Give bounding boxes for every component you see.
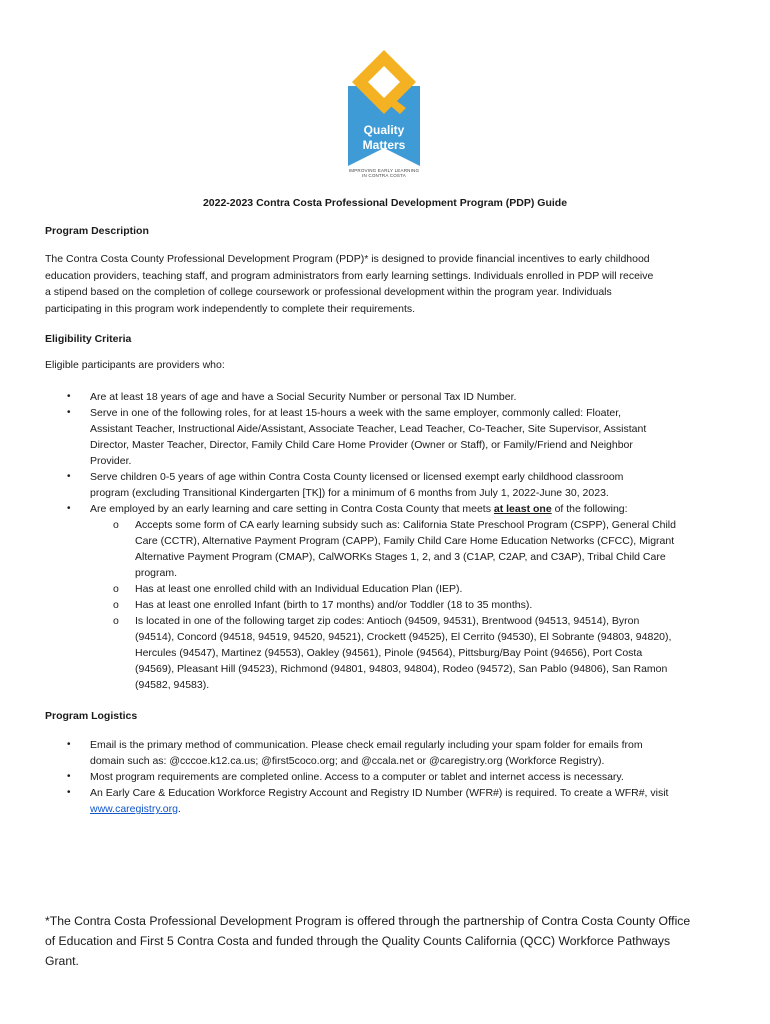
bullet: • — [67, 471, 71, 482]
quality-matters-logo — [346, 48, 422, 180]
logistics-heading: Program Logistics — [45, 710, 138, 722]
list-item-line: program (excluding Transitional Kindergarten [TK]) for a minimum of 6 months from July 1, 2022-June 30, 2023. — [90, 487, 609, 499]
document-title: 2022-2023 Contra Costa Professional Development Program (PDP) Guide — [202, 197, 568, 209]
sublist-item-line: Care (CCTR), Alternative Payment Program (CAPP), Family Child Care Home Education Networks (CFCC), Migrant — [135, 535, 675, 547]
eligibility-list — [45, 389, 725, 693]
footnote-line: Grant. — [45, 954, 79, 968]
list-item-line — [90, 801, 725, 817]
sub-bullet: o — [113, 599, 119, 611]
list-item-line: Serve children 0-5 years of age within Contra Costa County licensed or licensed exempt early childhood classroom — [90, 471, 624, 483]
employer-item-text-end: of the following: — [551, 503, 628, 515]
sublist-item-line: Alternative Payment Program (CMAP), CalWORKs Stages 1, 2, and 3 (C1AP, C2AP, and C3AP), Tribal Child Care — [135, 551, 666, 563]
sublist-item-line: (94582, 94583). — [135, 679, 210, 691]
sublist-item-line: Is located in one of the following target zip codes: Antioch (94509, 94531), Brentwood (94513, 94514), Byron — [135, 615, 640, 627]
list-item-line: domain such as: @cccoe.k12.ca.us; @first5coco.org; and @ccala.net or @caregistry.org (Workforce Registry). — [90, 755, 605, 767]
list-item — [45, 501, 725, 693]
logo-tagline-line1: IMPROVING EARLY LEARNING — [348, 168, 420, 173]
sublist-item — [90, 597, 725, 613]
list-item-line: Director, Master Teacher, Director, Family Child Care Home Provider (Owner or Staff), or Family/Friend and Neighbor — [90, 439, 633, 451]
sublist-item — [90, 517, 725, 581]
list-item-line: An Early Care & Education Workforce Registry Account and Registry ID Number (WFR#) is required. To create a WFR#, visit — [90, 787, 669, 799]
sub-bullet: o — [113, 519, 119, 531]
logo-line1: Quality — [363, 123, 405, 137]
list-item-line — [90, 501, 725, 517]
bullet: • — [67, 787, 71, 798]
list-item — [45, 785, 725, 817]
list-item-line: Email is the primary method of communication. Please check email regularly including your spam folder for emails from — [90, 739, 643, 751]
bullet: • — [67, 503, 71, 514]
footnote-line: *The Contra Costa Professional Development Program is offered through the partnership of Contra Costa County Office — [45, 914, 691, 928]
caregistry-link[interactable]: www.caregistry.org — [90, 803, 178, 815]
logo-tagline — [346, 168, 422, 178]
sublist-item — [90, 581, 725, 597]
bullet: • — [67, 407, 71, 418]
list-item-line: Are at least 18 years of age and have a Social Security Number or personal Tax ID Number. — [90, 391, 517, 403]
logistics-list — [45, 737, 725, 817]
list-item-line: Most program requirements are completed online. Access to a computer or tablet and internet access is necessary. — [90, 771, 624, 783]
link-trailing-period: . — [177, 803, 181, 815]
sub-bullet: o — [113, 615, 119, 627]
description-line: The Contra Costa County Professional Development Program (PDP)* is designed to provide financial incentives to early childhood — [45, 253, 650, 265]
list-item — [45, 389, 725, 405]
footnote-line: of Education and First 5 Contra Costa and funded through the Quality Counts California (QCC) Workforce Pathways — [45, 934, 671, 948]
sublist-item-line: program. — [135, 567, 178, 579]
list-item — [45, 405, 725, 469]
logo-line2: Matters — [362, 138, 406, 152]
logo-emblem — [346, 48, 422, 166]
sublist-item-line: (94569), Pleasant Hill (94523), Richmond (94801, 94803, 94804), Rodeo (94572), San Pablo (94806), San Ramon — [135, 663, 668, 675]
list-item-line: Provider. — [90, 455, 132, 467]
program-description-paragraph — [45, 251, 725, 317]
bullet: • — [67, 739, 71, 750]
bullet: • — [67, 391, 71, 402]
program-description-heading: Program Description — [45, 225, 149, 237]
list-item-line: Assistant Teacher, Instructional Aide/Assistant, Associate Teacher, Lead Teacher, Co-Teacher, Site Supervisor, Assistant — [90, 423, 647, 435]
list-item — [45, 737, 725, 769]
sublist-item-line: Has at least one enrolled child with an Individual Education Plan (IEP). — [135, 583, 463, 595]
description-line: a stipend based on the completion of college coursework or professional development within the program year. Individuals — [45, 286, 612, 298]
sublist-item — [90, 613, 725, 693]
description-line: participating in this program work independently to complete their requirements. — [45, 302, 416, 315]
employer-item-text: Are employed by an early learning and care setting in Contra Costa County that meets — [90, 503, 494, 515]
sublist-item-line: Hercules (94547), Martinez (94553), Oakley (94561), Pinole (94564), Pittsburg/Bay Point (94656), Port Costa — [135, 647, 643, 659]
list-item-line: Serve in one of the following roles, for at least 15-hours a week with the same employer, commonly called: Floater, — [90, 407, 622, 419]
footnote — [45, 911, 735, 971]
logo-tagline-line2: IN CONTRA COSTA — [362, 173, 406, 178]
eligibility-intro: Eligible participants are providers who: — [45, 359, 225, 371]
at-least-one-emphasis: at least one — [493, 503, 552, 515]
description-line: education providers, teaching staff, and program administrators from early learning settings. Individuals enrolled in PDP will receive — [45, 269, 654, 282]
sublist-item-line: (94514), Concord (94518, 94519, 94520, 94521), Crockett (94525), El Cerrito (94530), El Sobrante (94803, 94820), — [135, 631, 672, 643]
eligibility-heading: Eligibility Criteria — [45, 333, 132, 345]
bullet: • — [67, 771, 71, 782]
sublist-item-line: Has at least one enrolled Infant (birth to 17 months) and/or Toddler (18 to 35 months). — [135, 599, 533, 611]
list-item — [45, 469, 725, 501]
employer-sublist — [90, 517, 725, 693]
sublist-item-line: Accepts some form of CA early learning subsidy such as: California State Preschool Program (CSPP), General Child — [135, 519, 676, 531]
list-item — [45, 769, 725, 785]
sub-bullet: o — [113, 583, 119, 595]
